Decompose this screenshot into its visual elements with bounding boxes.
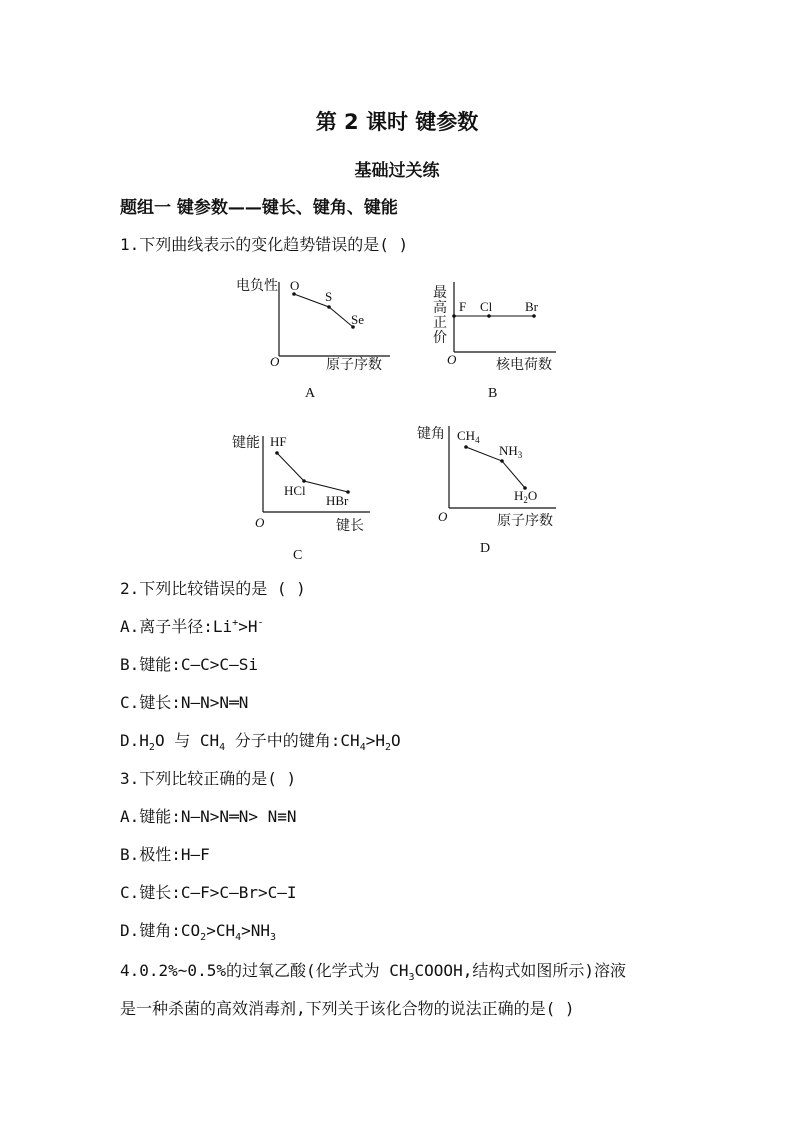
chart-b-letter: B: [488, 386, 498, 400]
chart-a-label-o: O: [290, 278, 300, 293]
chart-a-xlabel: 原子序数: [326, 358, 382, 373]
page-subtitle: 基础过关练: [354, 161, 440, 181]
chart-c-xlabel: 键长: [336, 519, 364, 534]
chart-d-label-nh3: $NH_3$: [499, 443, 523, 460]
chart-a: [228, 272, 398, 400]
chart-c-ylabel: 键能: [232, 436, 260, 451]
chart-a-line: [294, 294, 353, 327]
question-2-option-a: A.离子半径:Li+>H-: [120, 617, 264, 636]
chart-c-origin: O: [255, 515, 265, 530]
chart-b-ylabel-1: 最: [433, 286, 447, 301]
chart-d-label-ch4: $CH_4$: [457, 428, 480, 445]
chart-b-ylabel-2: 高: [433, 301, 447, 316]
chart-b: [428, 272, 568, 400]
question-3-option-d: D.键角$:CO_2>CH_4>NH_3$: [120, 921, 277, 944]
question-2-stem: 2.下列比较错误的是 ( ): [120, 579, 306, 598]
chart-b-label-br: Br: [525, 299, 538, 314]
page-title: 第 2 课时 键参数: [315, 110, 479, 134]
question-2-option-c: C.键长:N—N>N═N: [120, 693, 249, 712]
chart-d-xlabel: 原子序数: [497, 514, 553, 529]
question-3-option-c: C.键长:C—F>C—Br>C—I: [120, 883, 297, 902]
question-4-line-2: 是一种杀菌的高效消毒剂,下列关于该化合物的说法正确的是( ): [120, 999, 575, 1018]
chart-b-label-cl: Cl: [480, 299, 493, 314]
chart-b-ylabel-4: 价: [433, 331, 447, 346]
chart-d-letter: D: [480, 541, 491, 556]
chart-d-point-h2o: [523, 486, 527, 490]
question-2-option-b: B.键能:C—C>C—Si: [120, 655, 258, 674]
chart-c: [228, 424, 378, 564]
chart-b-label-f: F: [459, 299, 467, 314]
chart-d-ylabel: 键角: [417, 427, 445, 442]
question-3-option-a: A.键能:N—N>N═N> N≡N: [120, 807, 297, 826]
chart-a-label-se: Se: [351, 312, 364, 327]
question-1-stem: 1.下列曲线表示的变化趋势错误的是( ): [120, 235, 409, 254]
chart-c-label-hcl: HCl: [284, 483, 306, 498]
section-heading: 题组一 键参数——键长、键角、键能: [120, 198, 398, 218]
chart-d-point-nh3: [500, 459, 504, 463]
question-2-option-d: $D.H_2O$ 与 $CH_4$ 分子中的键角$:CH_4>H_2O$: [120, 731, 401, 754]
chart-a-letter: A: [305, 386, 316, 400]
chart-c-point-hf: [275, 451, 279, 455]
chart-d: [413, 418, 563, 558]
chart-c-label-hbr: HBr: [326, 493, 349, 508]
chart-d-point-ch4: [464, 445, 468, 449]
chart-a-ylabel: 电负性: [236, 279, 278, 294]
chart-a-point-s: [327, 305, 331, 309]
chart-c-letter: C: [293, 548, 303, 563]
chart-d-origin: O: [438, 509, 448, 524]
chart-b-xlabel: 核电荷数: [496, 358, 552, 373]
chart-b-point-cl: [487, 314, 491, 318]
chart-a-origin: O: [270, 354, 280, 369]
chart-d-label-h2o: $H_2O$: [514, 488, 538, 505]
question-4-line-1: 4.0.2%~0.5%的过氧乙酸(化学式为 $CH_3COOOH$,结构式如图所示)溶液: [120, 961, 626, 984]
chart-b-origin: O: [447, 352, 457, 367]
chart-b-point-br: [532, 314, 536, 318]
question-3-option-b: B.极性:H—F: [120, 845, 210, 864]
chart-a-label-s: S: [325, 289, 333, 304]
question-3-stem: 3.下列比较正确的是( ): [120, 769, 297, 788]
chart-b-ylabel-3: 正: [433, 316, 447, 331]
chart-c-label-hf: HF: [270, 434, 287, 449]
chart-b-point-f: [452, 314, 456, 318]
